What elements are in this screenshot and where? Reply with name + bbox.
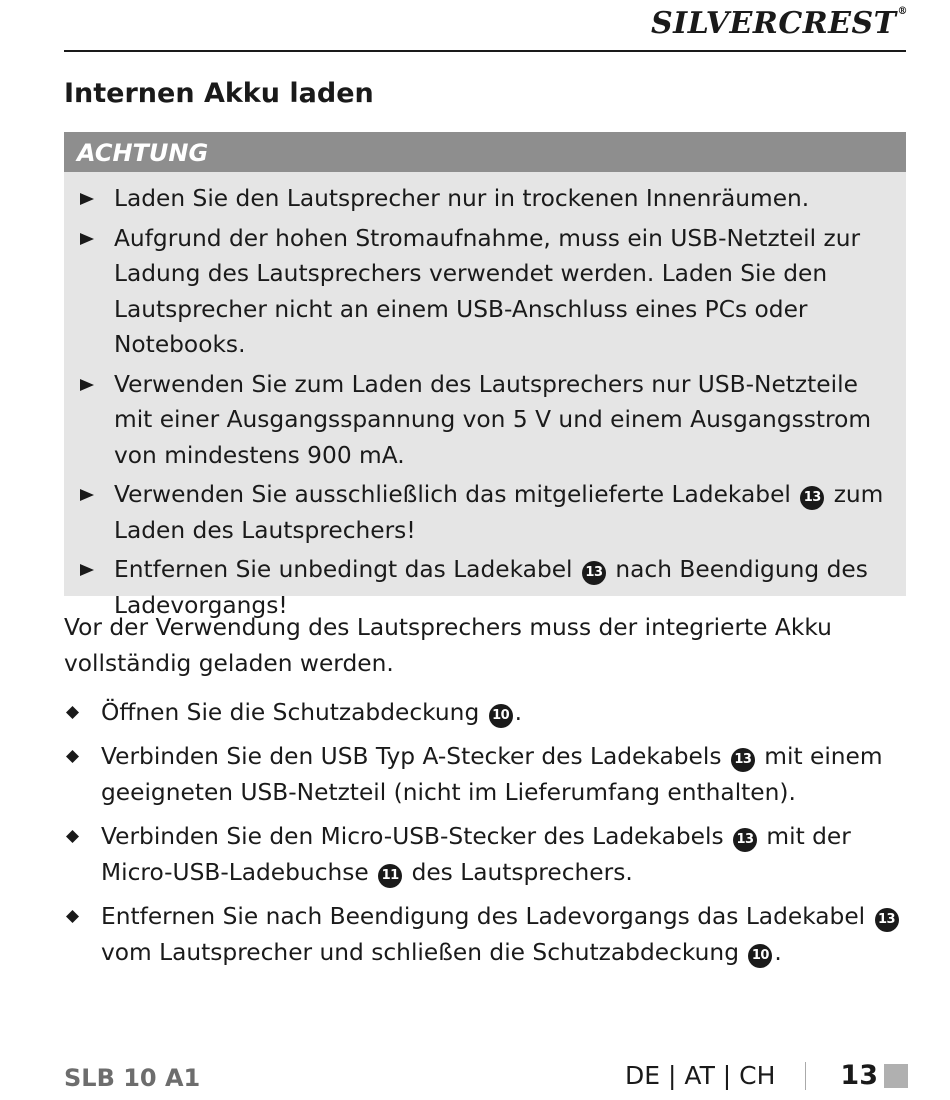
part-number-badge: 13 (800, 486, 824, 510)
step-text: mit der Micro-USB-Ladebuchse (101, 823, 851, 886)
footer-languages: DE | AT | CH (625, 1061, 776, 1090)
diamond-bullet-icon (66, 750, 79, 763)
page-marker-square (884, 1064, 908, 1088)
warning-item-text: zum Laden des Lautsprechers! (114, 481, 884, 544)
warning-heading: ACHTUNG (64, 132, 906, 172)
warning-box (64, 132, 906, 619)
warning-item (64, 477, 906, 548)
warning-item-text: Entfernen Sie unbedingt das Ladekabel (114, 556, 573, 583)
warning-item (64, 367, 906, 474)
step-text: vom Lautsprecher und schließen die Schutzabdeckung (101, 939, 739, 966)
intro-paragraph: Vor der Verwendung des Lautsprechers muss der integrierte Akku vollständig geladen werden. (64, 614, 832, 677)
part-number-badge: 10 (748, 944, 772, 968)
diamond-bullet-icon (66, 910, 79, 923)
part-number-badge: 10 (489, 704, 513, 728)
step-text: des Lautsprechers. (411, 859, 633, 886)
warning-item-text: Aufgrund der hohen Stromaufnahme, muss ein USB-Netzteil zur Ladung des Lautsprechers verwendet werden. Laden Sie den Lautsprecher nicht an einem USB-Anschluss eines PCs oder Notebooks. (114, 224, 861, 358)
part-number-badge: 13 (731, 748, 755, 772)
part-number-badge: 13 (875, 908, 899, 932)
warning-item (64, 221, 906, 363)
footer-model-number: SLB 10 A1 (64, 1064, 201, 1092)
step-text: . (774, 939, 782, 966)
section-title: Internen Akku laden (64, 78, 374, 109)
warning-item (64, 181, 906, 217)
warning-list (64, 172, 906, 623)
step-text: Verbinden Sie den Micro-USB-Stecker des Ladekabels (101, 823, 724, 850)
footer-divider (805, 1062, 806, 1090)
step-text: . (514, 699, 523, 726)
step-item (64, 899, 914, 971)
step-text: Öffnen Sie die Schutzabdeckung (101, 699, 480, 726)
step-text: Verbinden Sie den USB Typ A-Stecker des Ladekabels (101, 743, 722, 770)
step-text: Entfernen Sie nach Beendigung des Ladevorgangs das Ladekabel (101, 903, 866, 930)
part-number-badge: 11 (378, 864, 402, 888)
triangle-bullet-icon (80, 233, 94, 245)
page-number: 13 (840, 1060, 878, 1091)
warning-item-text: Verwenden Sie ausschließlich das mitgelieferte Ladekabel (114, 481, 791, 508)
registered-mark: ® (897, 6, 908, 17)
part-number-badge: 13 (582, 561, 606, 585)
part-number-badge: 13 (733, 828, 757, 852)
triangle-bullet-icon (80, 379, 94, 391)
diamond-bullet-icon (66, 706, 79, 719)
instruction-steps (64, 695, 914, 979)
footer-right (625, 1060, 908, 1091)
triangle-bullet-icon (80, 193, 94, 205)
triangle-bullet-icon (80, 564, 94, 576)
warning-item-text: Verwenden Sie zum Laden des Lautsprechers nur USB-Netzteile mit einer Ausgangsspannung von 5 V und einem Ausgangsstrom von mindestens 900 mA. (114, 370, 872, 469)
step-text: mit einem geeigneten USB-Netzteil (nicht im Lieferumfang enthalten). (101, 743, 883, 806)
warning-item-text: nach Beendigung des Ladevorgangs! (114, 556, 868, 619)
triangle-bullet-icon (80, 489, 94, 501)
warning-item-text: Laden Sie den Lautsprecher nur in trockenen Innenräumen. (114, 185, 810, 212)
step-item (64, 739, 914, 811)
brand-logo (651, 6, 908, 41)
header-divider (64, 50, 906, 52)
step-item (64, 819, 914, 891)
brand-name: SILVERCREST (651, 6, 897, 41)
step-item (64, 695, 914, 731)
diamond-bullet-icon (66, 830, 79, 843)
